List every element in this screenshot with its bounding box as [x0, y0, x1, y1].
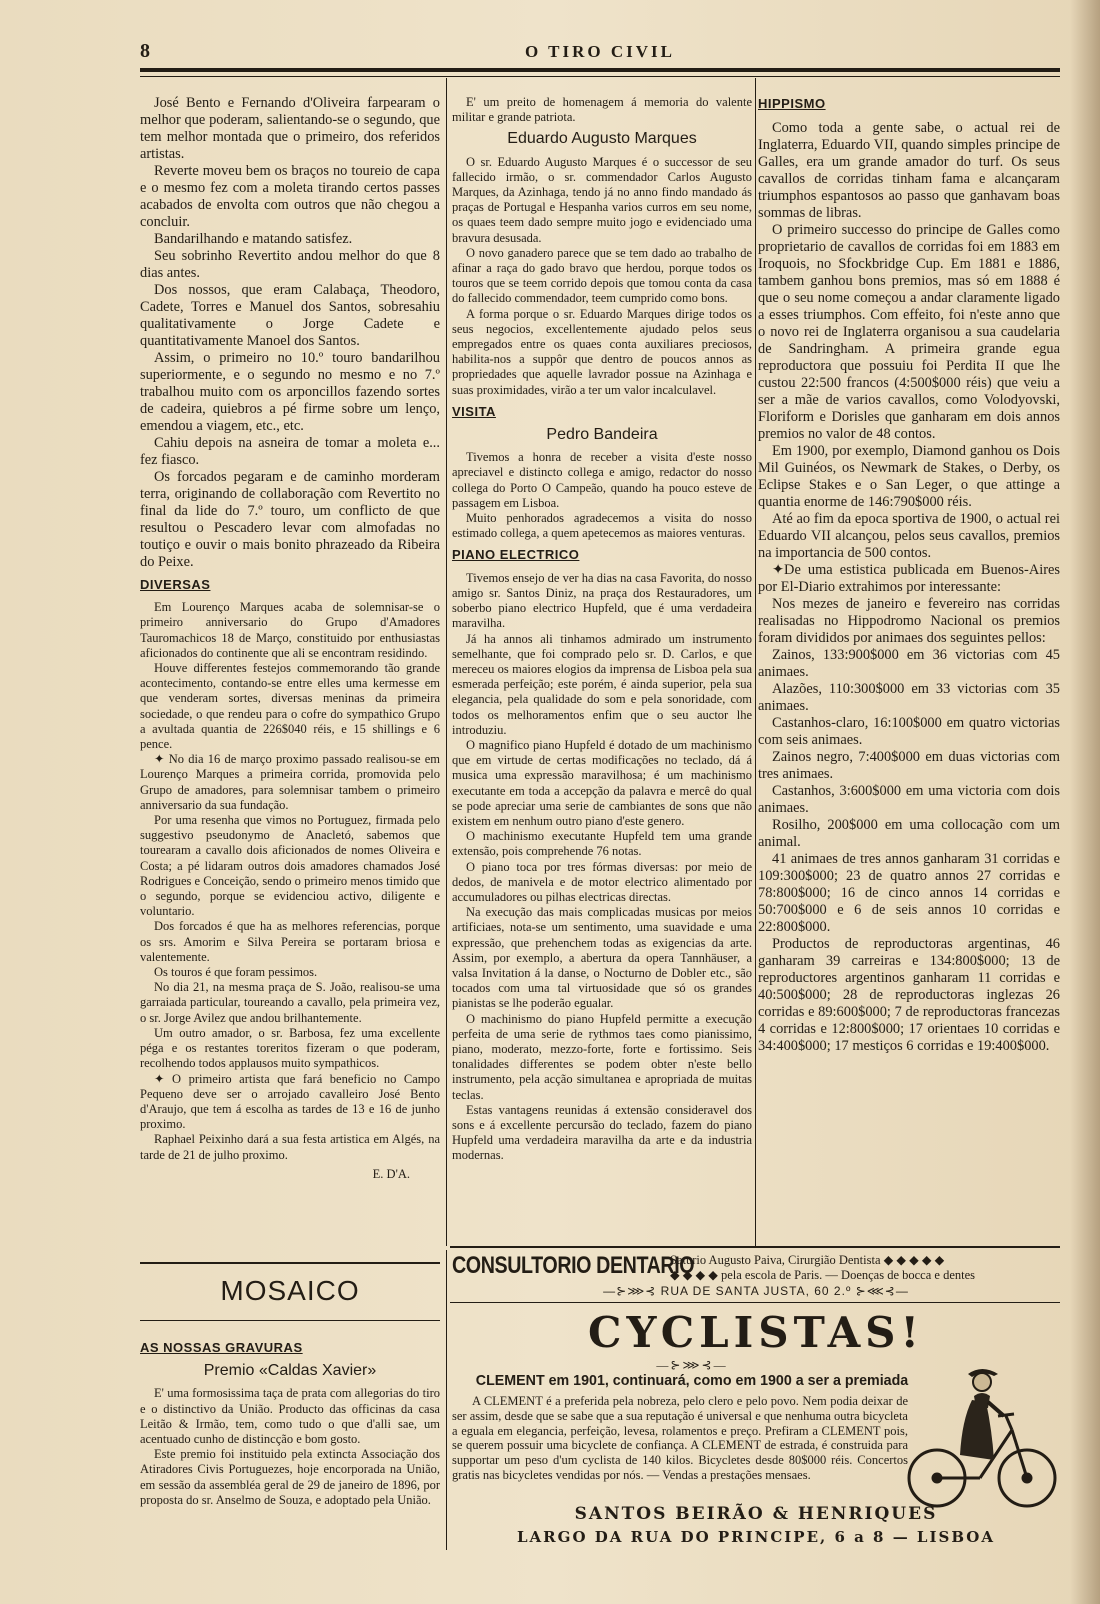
paragraph: Tivemos a honra de receber a visita d'este nosso apreciavel e distincto collega e amigo, redactor do nosso collega do Porto O Campeão, quando ha pouco esteve de passagem em Lisboa.	[452, 450, 752, 510]
section-heading-visita: VISITA	[452, 403, 496, 419]
paragraph: Em Lourenço Marques acaba de solemnisar-se o primeiro anniversario do Grupo d'Amadores Tauromachicos 18 de Março, constituido por enthusiastas aficionados do continente que ali se encontram residindo.	[140, 600, 440, 660]
paragraph: Como toda a gente sabe, o actual rei de Inglaterra, Eduardo VII, quando simples principe de Galles, era um grande amador do turf. Os seus cavallos de corridas tinham fama e alcançaram triumphos espantosos ao passo que ganhavam boas sommas de libras.	[758, 120, 1060, 221]
paragraph: No dia 21, na mesma praça de S. João, realisou-se uma garraiada particular, toureando a cavallo, pela primeira vez, o sr. Jorge Avilez que andou brilhantemente.	[140, 980, 440, 1025]
header-rule-thin	[140, 76, 1060, 77]
column-divider-2	[755, 78, 756, 1246]
column-3	[758, 95, 1060, 1245]
paragraph: ✦ O primeiro artista que fará beneficio no Campo Pequeno deve ser o arrojado cavalleiro José Bento d'Araujo, que tem á escolha as tardes de 13 e 16 de junho proximo.	[140, 1071, 440, 1132]
ad-separator-rule	[450, 1302, 1060, 1303]
dental-advertisement	[452, 1252, 1060, 1298]
section-heading-piano: PIANO ELECTRICO	[452, 547, 580, 563]
clement-headline: CLEMENT em 1901, continuará, como em 1900 a ser a premiada	[475, 1372, 909, 1389]
paragraph: ✦De uma estistica publicada em Buenos-Aires por El-Diario extrahimos por interessante:	[758, 562, 1060, 595]
paragraph: Por uma resenha que vimos no Portuguez, firmada pelo suggestivo pseudonymo de Anacletó, sabemos que tourearam a cavallo dois aficionados de nomes Oliveira e Costa; a pé lidaram outros dois amadores chamados José Rodrigues e Conceição, sendo o primeiro menos timido que o segundo, porque se evidenciou activo, diligente e voluntario.	[140, 813, 440, 919]
paragraph: Houve differentes festejos commemorando tão grande acontecimento, contando-se entre elles uma kermesse em que venderam sortes, diversas meninas da primeira sociedade, o que rendeu para o cofre do sympathico Grupo a avultada quantia de 226$040 réis, e 15 shillings e 6 pence.	[140, 661, 440, 752]
paragraph: Castanhos, 3:600$000 em uma victoria com dois animaes.	[758, 783, 1060, 816]
paragraph: Alazões, 110:300$000 em 33 victorias com 35 animaes.	[758, 681, 1060, 714]
paragraph: José Bento e Fernando d'Oliveira farpearam o melhor que poderam, salientando-se o segundo, que tem melhor montada que o primeiro, dos referidos artistas.	[140, 95, 440, 162]
column-divider-1	[446, 78, 447, 1246]
paragraph: Nos mezes de janeiro e fevereiro nas corridas realisadas no Hippodromo Nacional os premios foram divididos por animaes dos seguintes pellos:	[758, 596, 1060, 646]
clement-body: A CLEMENT é a preferida pela nobreza, pelo clero e pelo povo. Nem podia deixar de ser assim, desde que se sabe que a sua reputação é universal e que nenhuma outra bicycleta a eguala em elegancia, perfeição, levesa, rolamentos e preço. Prefiram a CLEMENT pois, se querem possuir uma bicyclete de confiança. A CLEMENT de estrada, é construida para supportar um peso d'um cyclista de 140 kilos. Bicycletes desde 80$000 réis. Concertos gratis nas bicycletes vendidas por nós. — Vendas a prestações mensaes.	[452, 1394, 908, 1482]
eduardo-title: Eduardo Augusto Marques	[507, 130, 697, 148]
firm-address: LARGO DA RUA DO PRINCIPE, 6 a 8 — LISBOA	[517, 1528, 995, 1546]
paragraph: Dos forcados é que ha as melhores referencias, porque os srs. Amorim e Silva Pereira se portaram briosa e valentemente.	[140, 919, 440, 964]
paragraph: Zainos negro, 7:400$000 em duas victorias com tres animaes.	[758, 749, 1060, 782]
paragraph: Zainos, 133:900$000 em 36 victorias com 45 animaes.	[758, 647, 1060, 680]
section-heading-hippismo: HIPPISMO	[758, 96, 826, 111]
ad-top-rule	[450, 1246, 1060, 1248]
paragraph: O piano toca por tres fórmas diversas: por meio de dedos, de manivela e de motor electrico alimentado por accumuladores ou pilhas electricas directas.	[452, 859, 752, 904]
dental-ad-title: CONSULTORIO DENTARIO	[452, 1252, 695, 1279]
paragraph: E' um preito de homenagem á memoria do valente militar e grande patriota.	[452, 95, 752, 125]
dental-ad-line-1: Saturio Augusto Paiva, Cirurgião Dentista ◆ ◆ ◆ ◆ ◆	[670, 1253, 945, 1267]
author-signature: E. D'A.	[372, 1166, 410, 1181]
paragraph: Tivemos ensejo de ver ha dias na casa Favorita, do nosso amigo sr. Santos Diniz, na praça dos Restauradores, um soberbo piano electrico Hupfeld, que é uma verdadeira maravilha.	[452, 570, 752, 631]
paragraph: Já ha annos ali tinhamos admirado um instrumento semelhante, que foi comprado pelo sr. D. Carlos, e que mereceu os maiores elogios da imprensa de Lisboa pela sua esmerada perfeição; este porém, é ainda superior, pela sua elegancia, pela qualidade do som e pela sonoridade, com todos os melhoramentos enfim que o seu auctor lhe introduziu.	[452, 631, 752, 737]
cyclistas-title: CYCLISTAS!	[588, 1308, 924, 1357]
paragraph: Os touros é que foram pessimos.	[154, 965, 318, 980]
gravuras-section	[140, 1340, 440, 1550]
paragraph: Bandarilhando e matando satisfez.	[154, 231, 353, 247]
dental-ad-address: —⊱⋙⊰ RUA DE SANTA JUSTA, 60 2.º ⊱⋘⊰—	[603, 1284, 909, 1298]
section-heading-diversas: DIVERSAS	[140, 577, 211, 592]
cyclistas-advertisement	[452, 1308, 1060, 1554]
premio-title: Premio «Caldas Xavier»	[203, 1362, 377, 1380]
mosaico-rule-top	[140, 1262, 440, 1264]
visita-title: Pedro Bandeira	[546, 426, 658, 444]
running-title: O TIRO CIVIL	[525, 42, 675, 61]
column-2	[452, 95, 752, 1245]
paragraph: O novo ganadero parece que se tem dado ao trabalho de afinar a raça do gado bravo que herdou, porque todos os touros que se teem corrido depois que tomou conta da casa do fallecido commendador, teem cumprido como bons.	[452, 245, 752, 306]
header-rule-thick	[140, 68, 1060, 72]
paragraph: A forma porque o sr. Eduardo Marques dirige todos os seus negocios, excellentemente ajudado pelos seus empregados entre os quaes conta auxiliares preciosos, habilita-nos a suppôr que dentro de poucos annos as propriedades que aquelle lavrador possue na Azinhaga e suas proximidades, virão a ter um valor incalculavel.	[452, 306, 752, 397]
column-1	[140, 95, 440, 1245]
page-number: 8	[140, 40, 150, 62]
paragraph: Assim, o primeiro no 10.º touro bandarilhou superiormente, e o segundo no mesmo e no 7.º trabalhou muito com os arponcillos fazendo sortes de cadeira, quiebros a pé firme sobre um lenço, emendou a viagem, etc., etc.	[140, 350, 440, 434]
paragraph: E' uma formosissima taça de prata com allegorias do tiro e o distinctivo da União. Producto das officinas da casa Leitão & Irmão, tem, como tudo o que d'alli sae, um acentuado cunho de distincção e bom gosto.	[140, 1386, 440, 1447]
paragraph: Cahiu depois na asneira de tomar a moleta e... fez fiasco.	[140, 435, 440, 468]
paragraph: Raphael Peixinho dará a sua festa artistica em Algés, na tarde de 21 de julho proximo.	[140, 1132, 440, 1162]
dental-ad-line-2: ◆ ◆ ◆ ◆ pela escola de Paris. — Doenças de bocca e dentes	[670, 1268, 976, 1282]
mosaico-rule-bottom	[140, 1320, 440, 1321]
paragraph: O magnifico piano Hupfeld é dotado de um machinismo que em virtude de certas modificações no teclado, dá á musica uma expressão maravilhosa; é um machinismo executante em toda a accepção da palavra e mercê do qual se pode apreciar uma serie de cambiantes de sons que não existem em nenhum outro piano d'este genero.	[452, 737, 752, 828]
paragraph: O machinismo do piano Hupfeld permitte a execução perfeita de uma serie de rythmos taes como pianissimo, piano, moderato, mezzo-forte, forte e fortissimo. Seis tonalidades differentes se podem obter n'este bello instrumento, pela acção simultanea e apropriada de muitas teclas.	[452, 1011, 752, 1102]
paragraph: O machinismo executante Hupfeld tem uma grande extensão, pois comprehende 76 notas.	[452, 829, 752, 859]
section-heading-gravuras: AS NOSSAS GRAVURAS	[140, 1340, 303, 1355]
paragraph: Dos nossos, que eram Calabaça, Theodoro, Cadete, Torres e Manuel dos Santos, sobresahiu qualitativamente o Jorge Cadete e quantitativamente Manoel dos Santos.	[140, 282, 440, 349]
paragraph: Muito penhorados agradecemos a visita do nosso estimado collega, a quem apetecemos as maiores venturas.	[452, 511, 752, 541]
paragraph: 41 animaes de tres annos ganharam 31 corridas e 109:300$000; 23 de quatro annos 27 corridas e 78:800$000; 16 de cinco annos 14 corridas e 50:700$000 e 6 de seis annos 10 corridas e 22:800$000.	[758, 851, 1060, 935]
column-divider-bottom	[446, 1250, 447, 1550]
paragraph: Reverte moveu bem os braços no toureio de capa e o mesmo fez com a moleta tirando certos passes acabados de envolta com outros que não chegou a concluir.	[140, 163, 440, 230]
ornament: —⊱⋙⊰—	[656, 1358, 728, 1372]
paragraph: Rosilho, 200$000 em uma collocação com um animal.	[758, 817, 1060, 850]
paragraph: Castanhos-claro, 16:100$000 em quatro victorias com seis animaes.	[758, 715, 1060, 748]
paragraph: O primeiro successo do principe de Galles como proprietario de cavallos de corridas foi em 1883 em Iroquois, no Sfockbridge Cup. Em 1881 e 1886, tambem ganhou bons premios, mas só em 1888 é que o seu nome começou a andar claramente ligado a esses triumphos. Com effeito, foi n'este anno que o novo rei de Inglaterra organisou a sua caudelaria de Sandringham. A primeira grande egua reproductora que possuiu foi Perdita II que lhe custou 22:500 francos (4:500$000 réis) que veiu a ser a mãe de varios cavallos, como Volodyovski, Floriform e Dorisles que ganharam em dois annos premios no valor de 48 contos.	[758, 222, 1060, 442]
paragraph: Os forcados pegaram e de caminho morderam terra, originando de collaboração com Revertito no final da lide do 7.º touro, um conflicto de que resultou o Pescadero levar com almofadas no toutiço e ouvir o mais bonito phrazeado da Ribeira do Peixe.	[140, 469, 440, 570]
page-spine-shadow	[1070, 0, 1100, 1604]
paragraph: Este premio foi instituido pela extincta Associação dos Atiradores Civis Portuguezes, hoje encorporada na União, em sessão da assembléa geral de 29 de janeiro de 1896, por proposta do sr. Anselmo de Souza, e adoptado pela União.	[140, 1447, 440, 1507]
paragraph: O sr. Eduardo Augusto Marques é o successor de seu fallecido irmão, o sr. commendador Carlos Augusto Marques, da Azinhaga, tendo já no anno findo mandado ás praças de Portugal e Hespanha varios curros em seu nome, os quaes teem dado sempre muito jogo e evidenciado uma bravura desusada.	[452, 154, 752, 245]
firm-name: SANTOS BEIRÃO & HENRIQUES	[574, 1504, 938, 1524]
paragraph: Um outro amador, o sr. Barbosa, fez uma excellente péga e os restantes toreritos fizeram o que poderam, recolhendo todos applausos muito sympathicos.	[140, 1025, 440, 1071]
paragraph: Na execução das mais complicadas musicas por meios artificiaes, nota-se um sentimento, uma suavidade e uma expressão, que prehenchem todas as exigencias da arte. Assim, por exemplo, a abertura da opera Tannhäuser, a valsa Invitation á la danse, o Nocturno de Dobler etc., são tocados com uma tal virtuosidade que só os grandes pianistas se lhe poderão egualar.	[452, 905, 752, 1011]
paragraph: Estas vantagens reunidas á extensão consideravel dos sons e á excellente percursão do teclado, fazem do piano Hupfeld uma verdadeira maravilha da arte e da industria modernas.	[452, 1102, 752, 1163]
mosaico-title: MOSAICO	[220, 1275, 360, 1306]
paragraph: Seu sobrinho Revertito andou melhor do que 8 dias antes.	[140, 248, 440, 281]
woman-cyclist-icon	[902, 1360, 1062, 1510]
paragraph: Productos de reproductoras argentinas, 46 ganharam 39 carreiras e 134:800$000; 13 de reproductores argentinos ganharam 11 corridas e 40:500$000; 28 de reproductoras inglezas 26 corridas e 89:600$000; 7 de reproductoras francezas 4 corridas e 12:800$000; 17 orientaes 10 corridas e 34:400$000; 17 mestiços 6 corridas e 19:400$000.	[758, 936, 1060, 1054]
paragraph: Em 1900, por exemplo, Diamond ganhou os Dois Mil Guinéos, os Newmark de Stakes, o Derby, os Eclipse Stakes e o San Leger, o que attinge a quantia enorme de 146:790$000 réis.	[758, 443, 1060, 510]
paragraph: Até ao fim da epoca sportiva de 1900, o actual rei Eduardo VII alcançou, pelos seus cavallos, premios na importancia de 500 contos.	[758, 511, 1060, 561]
bullfight-report	[140, 95, 440, 571]
paragraph: ✦ No dia 16 de março proximo passado realisou-se em Lourenço Marques a primeira corrida, promovida pelo Grupo de amadores, para solemnisar tambem o primeiro anniversario da sua fundação.	[140, 752, 440, 812]
